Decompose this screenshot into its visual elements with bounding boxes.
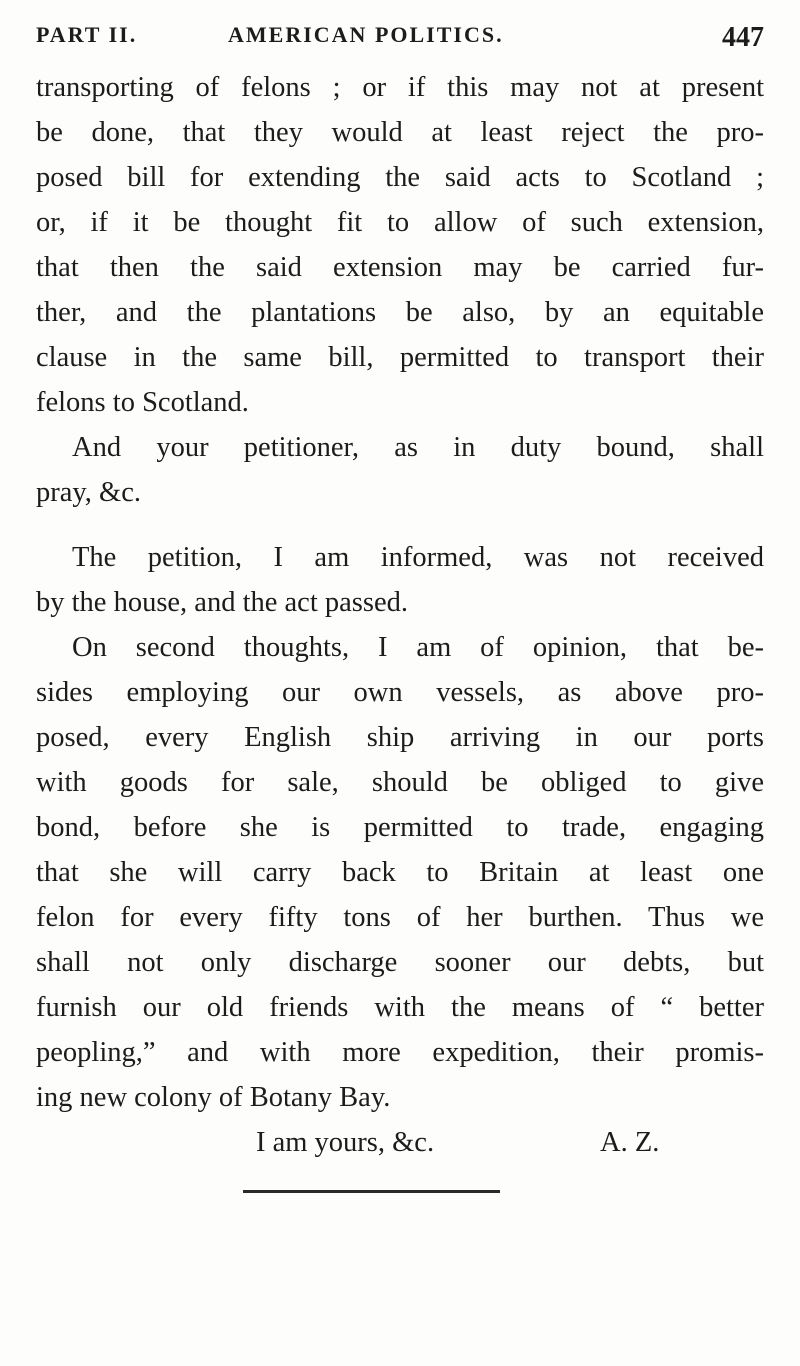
header-part-label: PART II. bbox=[36, 22, 138, 47]
text-line: be done, that they would at least reject the pro- bbox=[36, 117, 764, 148]
text-line: shall not only discharge sooner our debts, but bbox=[36, 947, 764, 978]
text-line: ther, and the plantations be also, by an equitable bbox=[36, 297, 764, 328]
text-line: bond, before she is permitted to trade, engaging bbox=[36, 812, 764, 843]
text-line: peopling,” and with more expedition, their promis- bbox=[36, 1037, 764, 1068]
text-line: felon for every fifty tons of her burthen. Thus we bbox=[36, 902, 764, 933]
text-line: or, if it be thought fit to allow of such extension, bbox=[36, 207, 764, 238]
running-header bbox=[36, 22, 764, 62]
text-line: with goods for sale, should be obliged to give bbox=[36, 767, 764, 798]
text-line: transporting of felons ; or if this may not at present bbox=[36, 72, 764, 103]
text-line: by the house, and the act passed. bbox=[36, 587, 408, 618]
text-line: that she will carry back to Britain at least one bbox=[36, 857, 764, 888]
text-line: that then the said extension may be carried fur- bbox=[36, 252, 764, 283]
text-line: And your petitioner, as in duty bound, shall bbox=[72, 432, 764, 463]
text-line: pray, &c. bbox=[36, 477, 141, 508]
text-line: felons to Scotland. bbox=[36, 387, 249, 418]
header-title: AMERICAN POLITICS. bbox=[228, 22, 504, 47]
section-divider-rule bbox=[243, 1190, 500, 1193]
text-line: The petition, I am informed, was not received bbox=[72, 542, 764, 573]
signature-initials: A. Z. bbox=[600, 1127, 660, 1158]
text-line: clause in the same bill, permitted to transport their bbox=[36, 342, 764, 373]
text-line: posed bill for extending the said acts to Scotland ; bbox=[36, 162, 764, 193]
page-number: 447 bbox=[722, 22, 764, 53]
closing-salutation: I am yours, &c. bbox=[256, 1127, 435, 1158]
text-line: ing new colony of Botany Bay. bbox=[36, 1082, 391, 1113]
text-line: furnish our old friends with the means of “ better bbox=[36, 992, 764, 1023]
text-line: On second thoughts, I am of opinion, that be- bbox=[72, 632, 764, 663]
text-line: posed, every English ship arriving in our ports bbox=[36, 722, 764, 753]
text-line: sides employing our own vessels, as above pro- bbox=[36, 677, 764, 708]
